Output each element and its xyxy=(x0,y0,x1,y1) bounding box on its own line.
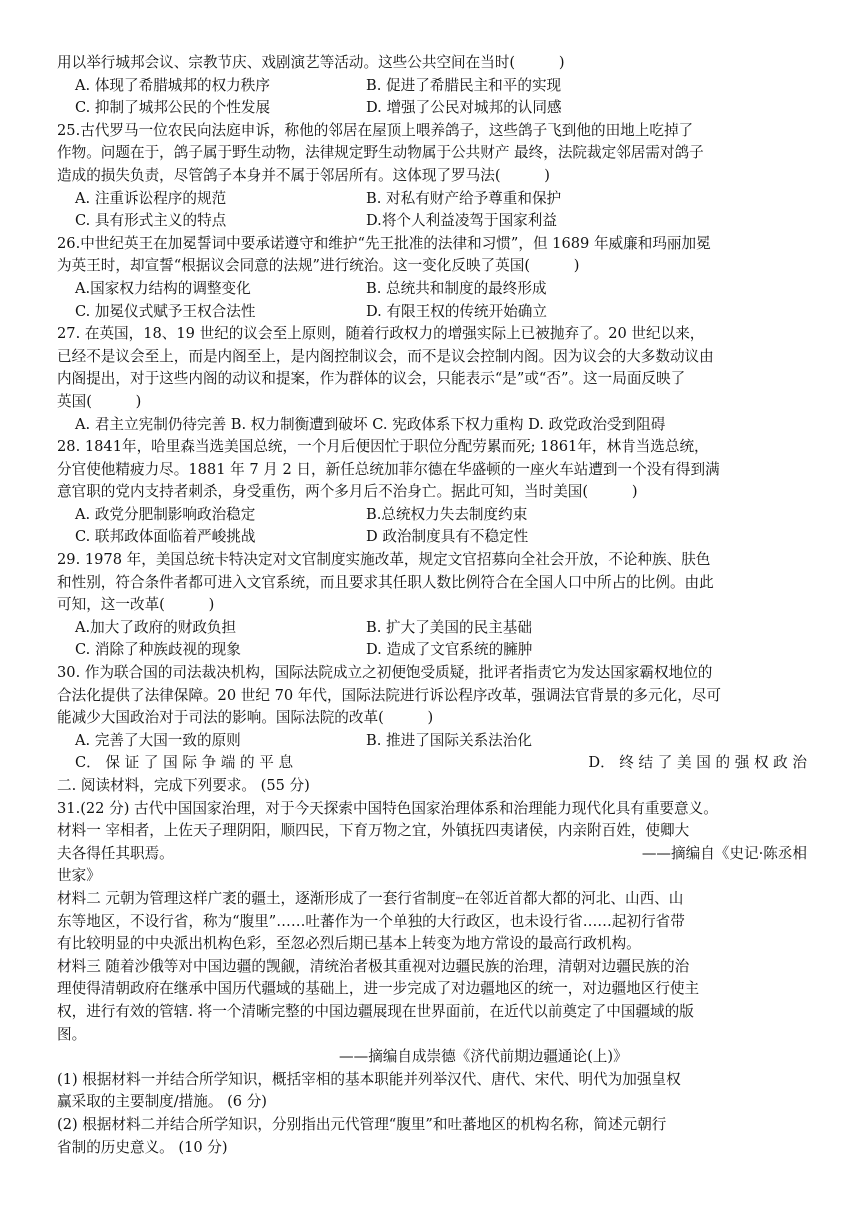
q27-stem-line1: 27. 在英国，18、19 世纪的议会至上原则，随着行政权力的增强实际上已被抛弃了。20 世纪以来， xyxy=(57,325,705,343)
q27-options: A. 君主立宪制仍待完善 B. 权力制衡遭到破坏 C. 宪政体系下权力重构 D. 政党政治受到阻碍 xyxy=(75,415,666,433)
q31-subq1-line2: 赢采取的主要制度/措施。 (6 分) xyxy=(57,1093,267,1111)
q24-option-b: B. 促进了希腊民主和平的实现 xyxy=(366,76,562,94)
q25-option-c: C. 具有形式主义的特点 xyxy=(75,212,227,230)
q28-option-a: A. 政党分肥制影响政治稳定 xyxy=(75,505,256,523)
q29-option-d: D. 造成了文官系统的臃肿 xyxy=(366,641,533,659)
q25-options-row1 xyxy=(57,188,807,211)
q31-material3-source: ——摘编自成崇德《济代前期边疆通论(上)》 xyxy=(339,1048,628,1066)
q26-option-b: B. 总统共和制度的最终形成 xyxy=(366,279,547,297)
q26-option-c: C. 加冕仪式赋予王权合法性 xyxy=(75,302,256,320)
q31-subq1-line1: (1) 根据材料一并结合所学知识，概括宰相的基本职能并列举汉代、唐代、宋代、明代为加强皇权 xyxy=(57,1070,681,1088)
q26-option-d: D. 有限王权的传统开始确立 xyxy=(366,302,547,320)
q26-option-a: A.国家权力结构的调整变化 xyxy=(75,279,251,297)
q29-stem-line1: 29. 1978 年，美国总统卡特决定对文官制度实施改革，规定文官招募向全社会开放，不论种族、肤色 xyxy=(57,551,711,569)
q29-stem-line2: 和性别，符合条件者都可进入文官系统，而且要求其任职人数比例符合在全国人口中所占的比例。由此 xyxy=(57,573,714,591)
q31-material3-line3: 权，进行有效的管辖. 将一个清晰完整的中国边疆展现在世界面前，在近代以前奠定了中国疆域的版 xyxy=(57,1002,694,1020)
q30-option-d: D． 终 结 了 美 国 的 强 权 政 治 xyxy=(588,754,807,772)
section-2-heading: 二. 阅读材料，完成下列要求。 (55 分) xyxy=(57,777,310,794)
q31-intro: 31.(22 分) 古代中国国家治理，对于今天探索中国特色国家治理体系和治理能力现代化具有重要意义。 xyxy=(57,799,718,817)
q27-stem-line2: 已经不是议会至上，而是内阁至上，是内阁控制议会，而不是议会控制内阁。因为议会的大多数动议由 xyxy=(57,347,714,365)
q24-options-row1 xyxy=(57,75,807,98)
q29-options-row2 xyxy=(57,639,807,662)
q26-options-row1 xyxy=(57,278,807,301)
q29-option-b: B. 扩大了美国的民主基础 xyxy=(366,618,532,636)
q24-stem: 用以举行城邦会议、宗教节庆、戏剧演艺等活动。这些公共空间在当时( ) xyxy=(57,54,565,71)
q27-stem-line3: 内阁提出，对于这些内阁的动议和提案，作为群体的议会，只能表示“是”或“否”。这一局面反映了 xyxy=(57,370,686,388)
q31-material2-line2: 东等地区，不设行省，称为“腹里”……吐蕃作为一个单独的大行政区，也未设行省……起初行省带 xyxy=(57,912,685,930)
q31-material1-source: ——摘编自《史记·陈丞相 xyxy=(641,844,807,862)
q31-subq2-line2: 省制的历史意义。 (10 分) xyxy=(57,1138,228,1156)
q24-options-row2 xyxy=(57,97,807,120)
q31-material3-line4: 图。 xyxy=(57,1025,87,1043)
q24-option-d: D. 增强了公民对城邦的认同感 xyxy=(366,99,562,117)
q31-material2-line1: 材料二 元朝为管理这样广袤的疆土，逐渐形成了一套行省制度┈在邻近首都大都的河北、山西、山 xyxy=(57,889,684,907)
q30-option-c: C． 保 证 了 国 际 争 端 的 平 息 xyxy=(75,754,294,772)
q31-material3-line1: 材料三 随着沙俄等对中国边疆的觊觎，清统治者极其重视对边疆民族的治理，清朝对边疆民族的治 xyxy=(57,957,690,975)
q25-option-a: A. 注重诉讼程序的规范 xyxy=(75,189,227,207)
q31-material2-line3: 有比较明显的中央派出机构色彩，至忽必烈后期已基本上转变为地方常设的最高行政机构。 xyxy=(57,935,641,953)
q28-option-b: B.总统权力失去制度约束 xyxy=(366,505,528,523)
q30-stem-line3: 能减少大国政治对于司法的影响。国际法院的改革( ) xyxy=(57,709,434,727)
q25-options-row2 xyxy=(57,210,807,233)
q25-stem-line1: 25.古代罗马一位农民向法庭申诉，称他的邻居在屋顶上喂养鸽子，这些鸽子飞到他的田地上吃掉了 xyxy=(57,121,694,139)
q30-stem-line2: 合法化提供了法律保障。20 世纪 70 年代，国际法院进行诉讼程序改革，强调法官背景的多元化，尽可 xyxy=(57,686,721,704)
q25-stem-line2: 作物。问题在于，鸽子属于野生动物，法律规定野生动物属于公共财产 最终，法院裁定邻居需对鸽子 xyxy=(57,144,704,162)
q26-stem-line2: 为英王时，却宣誓“根据议会同意的法规”进行统治。这一变化反映了英国( ) xyxy=(57,257,580,275)
exam-page xyxy=(57,52,807,1159)
q29-option-c: C. 消除了种族歧视的现象 xyxy=(75,641,241,659)
q25-option-b: B. 对私有财产给予尊重和保护 xyxy=(366,189,562,207)
q28-stem-line2: 分官使他精疲力尽。1881 年 7 月 2 日，新任总统加菲尔德在华盛顿的一座火车站遭到一个没有得到满 xyxy=(57,460,720,478)
q28-stem-line1: 28. 1841年，哈里森当选美国总统，一个月后便因忙于职位分配劳累而死; 1861年，林肯当选总统， xyxy=(57,438,709,456)
q27-stem-line4: 英国( ) xyxy=(57,392,142,410)
q31-subq2-line1: (2) 根据材料二并结合所学知识，分别指出元代管理“腹里”和吐蕃地区的机构名称，简述元朝行 xyxy=(57,1115,667,1133)
q29-option-a: A.加大了政府的财政负担 xyxy=(75,618,237,636)
q30-options-row2 xyxy=(57,752,807,775)
q31-material1-line1: 材料一 宰相者，上佐天子理阴阳，顺四民，下育万物之宜，外镇抚四夷诸侯，内亲附百姓，使卿大 xyxy=(57,822,690,840)
q30-stem-line1: 30. 作为联合国的司法裁决机构，国际法院成立之初便饱受质疑，批评者指责它为发达国家霸权地位的 xyxy=(57,664,713,682)
q28-option-c: C. 联邦政体面临着严峻挑战 xyxy=(75,528,256,546)
q31-material3-line2: 理使得清朝政府在继承中国历代疆域的基础上，进一步完成了对边疆地区的统一，对边疆地区行使主 xyxy=(57,980,700,998)
q28-options-row2 xyxy=(57,526,807,549)
q24-option-c: C. 抑制了城邦公民的个性发展 xyxy=(75,99,271,117)
q31-material1-source-end: 世家》 xyxy=(57,867,101,885)
q28-options-row1 xyxy=(57,504,807,527)
q30-options-row1 xyxy=(57,730,807,753)
q30-option-a: A. 完善了大国一致的原则 xyxy=(75,731,241,749)
q31-material1-line2 xyxy=(57,843,807,866)
q29-options-row1 xyxy=(57,617,807,640)
q28-stem-line3: 意官职的党内支持者刺杀，身受重伤，两个多月后不治身亡。据此可知，当时美国( ) xyxy=(57,483,638,501)
q31-material1-text-end: 夫各得任其职焉。 xyxy=(57,844,174,862)
q28-option-d: D 政治制度具有不稳定性 xyxy=(366,528,529,546)
q26-options-row2 xyxy=(57,301,807,324)
q29-stem-line3: 可知，这一改革( ) xyxy=(57,596,215,614)
q26-stem-line1: 26.中世纪英王在加冕誓词中要承诺遵守和维护“先王批准的法律和习惯”，但 1689 年威廉和玛丽加冕 xyxy=(57,234,711,252)
q30-option-b: B. 推进了国际关系法治化 xyxy=(366,731,532,749)
q25-stem-line3: 造成的损失负责，尽管鸽子本身并不属于邻居所有。这体现了罗马法( ) xyxy=(57,166,550,184)
q24-option-a: A. 体现了希腊城邦的权力秩序 xyxy=(75,76,270,94)
q25-option-d: D.将个人利益凌驾于国家利益 xyxy=(366,212,557,230)
